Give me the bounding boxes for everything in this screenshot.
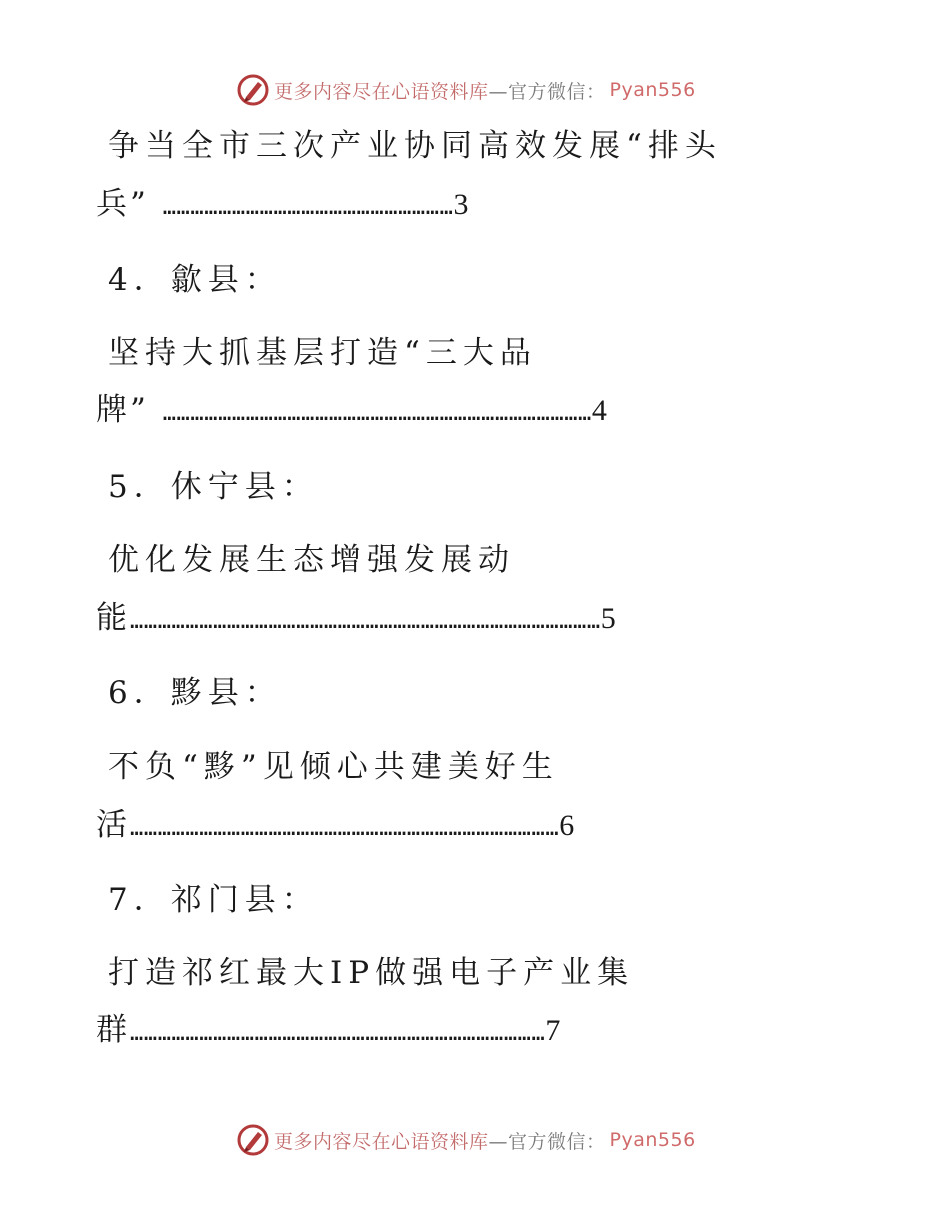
pen-logo-icon (236, 1123, 270, 1157)
header-watermark (236, 72, 696, 108)
toc-entry-title: 打造祁红最大IP做强电子产业集 (108, 955, 635, 991)
dot-leader: ………………………………………………………………………………… (148, 401, 592, 426)
toc-entry-leader (96, 598, 616, 642)
toc-entry-tail: 群 (96, 1012, 130, 1048)
banner-text: 更多内容尽在心语资料库 (274, 80, 489, 103)
banner-wechat-id: Pyan556 (609, 1129, 696, 1151)
dot-leader: ……………………………………………………………………………… (130, 1021, 546, 1046)
toc-page-number: 7 (545, 1014, 561, 1047)
banner-wechat-id: Pyan556 (609, 79, 696, 101)
toc-entry-tail: 活 (96, 807, 130, 843)
toc-heading: 6．黟县： (108, 675, 282, 711)
pen-logo-icon (236, 73, 270, 107)
toc-entry-title: 坚持大抓基层打造“三大品 (108, 335, 537, 371)
toc-entry-title: 争当全市三次产业协同高效发展“排头 (108, 128, 722, 164)
toc-entry-leader (96, 184, 468, 228)
toc-heading: 7．祁门县： (108, 882, 319, 918)
dot-leader: ………………………………………………………………………………… (130, 816, 560, 841)
banner-official-label: —官方微信： (488, 80, 606, 103)
toc-page-number: 5 (600, 602, 616, 635)
toc-page-number: 6 (559, 809, 575, 842)
banner-text: 更多内容尽在心语资料库 (274, 1130, 489, 1153)
toc-entry-tail: 牌” (96, 392, 149, 428)
toc-entry-title: 不负“黟”见倾心共建美好生 (108, 749, 559, 785)
toc-page-number: 4 (591, 394, 607, 427)
footer-watermark (236, 1122, 696, 1158)
banner-official-label: —官方微信： (488, 1130, 606, 1153)
dot-leader: ………………………………………………………………………………………… (130, 609, 601, 634)
toc-heading: 5．休宁县： (108, 469, 319, 505)
dot-leader: ……………………………………………………… (148, 195, 454, 220)
toc-entry-title: 优化发展生态增强发展动 (108, 542, 515, 578)
toc-entry-leader (96, 390, 607, 434)
toc-entry-tail: 兵” (96, 186, 149, 222)
toc-entry-leader (96, 1010, 560, 1054)
toc-entry-tail: 能 (96, 600, 130, 636)
toc-heading: 4．歙县： (108, 262, 282, 298)
toc-page-number: 3 (453, 188, 469, 221)
toc-entry-leader (96, 805, 574, 849)
